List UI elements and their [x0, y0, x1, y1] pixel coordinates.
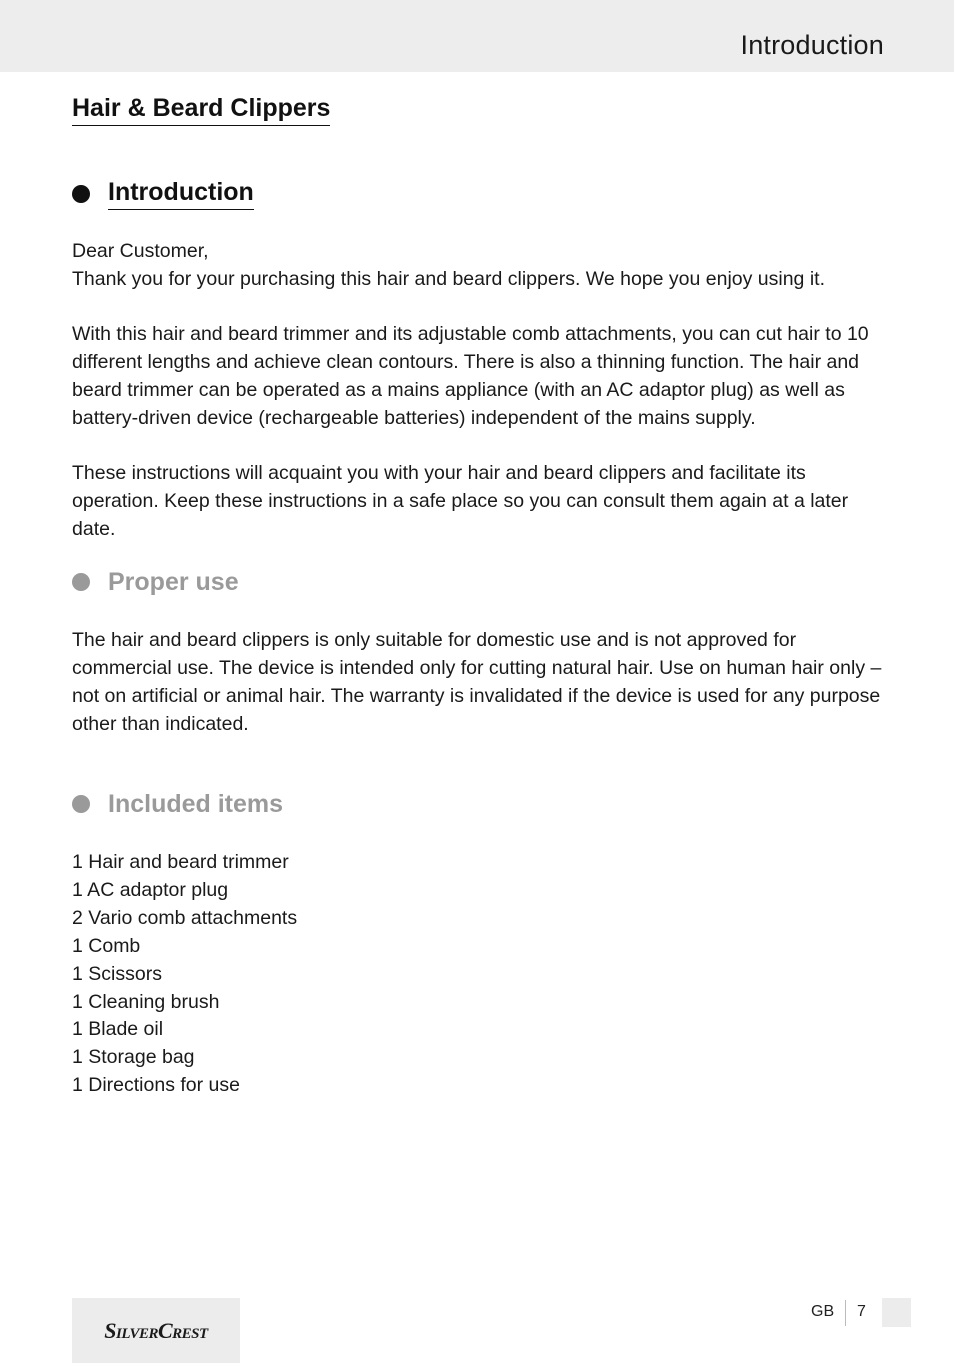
section-heading-label: Introduction [108, 177, 254, 210]
list-item: 1 Scissors [72, 962, 162, 985]
section-heading-label: Proper use [108, 568, 239, 596]
list-item: 1 Storage bag [72, 1046, 195, 1069]
included-items-list [72, 849, 297, 1100]
list-item: 1 Cleaning brush [72, 990, 220, 1013]
brand-logo-text: SilverCrest [104, 1317, 208, 1343]
list-item: 1 Blade oil [72, 1018, 164, 1041]
list-item: 2 Vario comb attachments [72, 906, 298, 929]
bullet-icon [72, 185, 90, 203]
footer-page-number: 7 [857, 1303, 866, 1320]
bullet-icon [72, 795, 90, 813]
list-item: 1 AC adaptor plug [72, 878, 229, 901]
intro-paragraph-features: With this hair and beard trimmer and its adjustable comb attachments, you can cut hair to 10 different lengths and achieve clean contours. There is also a thinning function. The hair and beard trimmer can be operated as a mains appliance (with an AC adaptor plug) as well as battery-driven device (rechargeable batteries) independent of the mains supply. [72, 323, 869, 429]
brand-logo [72, 1298, 240, 1363]
section-heading-proper-use [72, 567, 239, 597]
document-title: Hair & Beard Clippers [72, 93, 330, 126]
intro-paragraph-greeting: Dear Customer, Thank you for your purchasing this hair and beard clippers. We hope you enjoy using it. [72, 240, 825, 290]
list-item: 1 Hair and beard trimmer [72, 851, 289, 873]
section-heading-introduction [72, 177, 254, 210]
list-item: 1 Comb [72, 934, 141, 957]
section-heading-included-items [72, 789, 283, 819]
bullet-icon [72, 573, 90, 591]
section-heading-label: Included items [108, 790, 284, 818]
list-item: 1 Directions for use [72, 1074, 240, 1097]
running-header-title: Introduction [740, 30, 884, 60]
footer-tab-marker [882, 1298, 911, 1327]
proper-use-paragraph: The hair and beard clippers is only suitable for domestic use and is not approved for commercial use. The device is intended only for cutting natural hair. Use on human hair only – not on artificial or animal hair. The warranty is invalidated if the device is used for any purpose other than indicated. [72, 629, 882, 735]
footer-language-code: GB [811, 1303, 835, 1320]
intro-paragraph-instructions: These instructions will acquaint you with your hair and beard clippers and facilitate its operation. Keep these instructions in a safe place so you can consult them again at a later date. [72, 462, 849, 540]
footer-divider [845, 1300, 846, 1326]
